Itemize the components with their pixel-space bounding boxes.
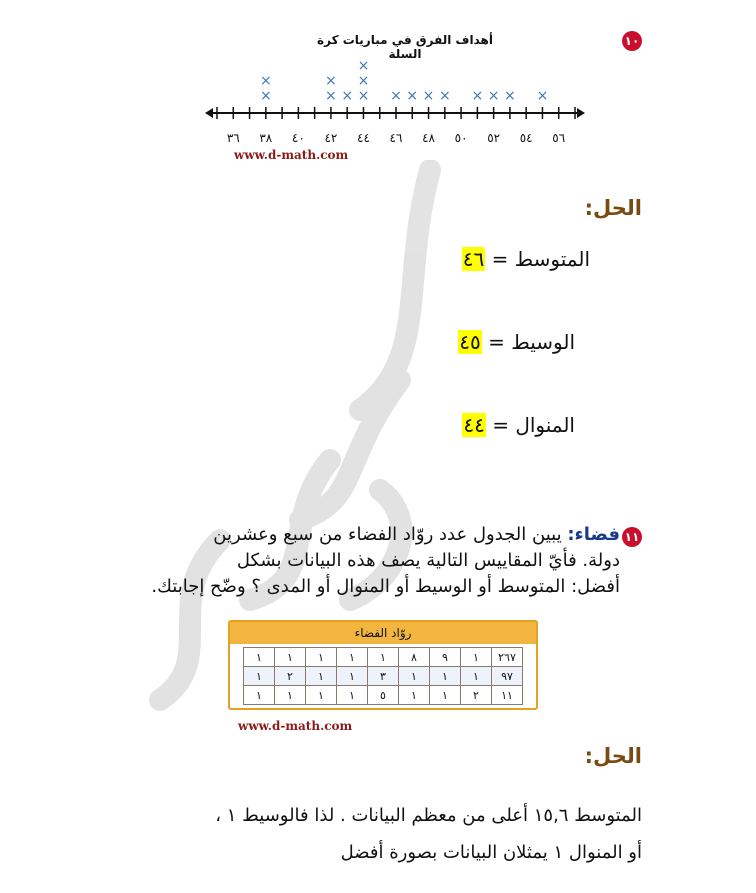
table-row — [244, 686, 523, 705]
table-cell: ١ — [430, 686, 461, 705]
table-row — [244, 648, 523, 667]
data-point-x-mark: × — [438, 88, 451, 104]
question-11-line-3: أفضل: المتوسط أو الوسيط أو المنوال أو المدى ؟ وضّح إجابتك. — [151, 576, 620, 597]
topic-label: فضاء: — [567, 524, 620, 545]
data-point-x-mark: × — [390, 88, 402, 104]
mode-value: ٤٤ — [463, 413, 485, 437]
question-10-badge: ١٠ — [622, 31, 642, 51]
table-cell: ١ — [461, 667, 492, 686]
median-row — [440, 330, 575, 354]
answer-line-2: أو المنوال ١ يمثلان البيانات بصورة أفضل — [340, 842, 642, 863]
site-watermark-text: www.d-math.com — [234, 148, 349, 162]
right-arrow-icon — [577, 108, 585, 118]
answer-line-1: المتوسط ١٥,٦ أعلى من معظم البيانات . لذا فالوسيط ١ ، — [215, 805, 642, 826]
tick-label: ٤٦ — [389, 131, 403, 145]
tick-label: ٤٨ — [422, 131, 435, 145]
data-point-x-mark: × — [259, 73, 272, 89]
site-watermark-text-2: www.d-math.com — [238, 719, 353, 733]
table-cell: ٢٦٧ — [492, 648, 523, 667]
mean-row — [440, 247, 590, 271]
tick-label: ٤٢ — [324, 131, 338, 145]
tick-label: ٣٦ — [226, 131, 240, 145]
median-label: الوسيط = — [488, 330, 575, 354]
line-plot-title: أهداف الفرق في مباريات كرة السلة — [317, 33, 493, 61]
left-arrow-icon — [205, 108, 213, 118]
table-row — [244, 667, 523, 686]
table-cell: ٥ — [368, 686, 399, 705]
table-cell: ١ — [337, 667, 368, 686]
data-point-x-mark: × — [341, 88, 354, 104]
mode-row — [440, 413, 575, 437]
tick-label: ٥٦ — [552, 131, 566, 145]
data-point-x-mark: × — [357, 58, 370, 74]
data-point-x-mark: × — [325, 88, 337, 104]
table-cell: ١ — [337, 686, 368, 705]
data-point-x-mark: × — [422, 88, 435, 104]
table-cell: ١ — [461, 648, 492, 667]
question-11-text — [40, 522, 620, 600]
tick-label: ٤٤ — [357, 131, 370, 145]
data-point-x-mark: × — [259, 88, 272, 104]
table-cell: ١ — [275, 686, 306, 705]
data-point-x-mark: × — [487, 88, 500, 104]
table-cell: ١ — [399, 667, 430, 686]
mean-label: المتوسط = — [491, 247, 590, 271]
tick-label: ٥٠ — [454, 131, 468, 145]
tick-label: ٣٨ — [259, 131, 273, 145]
table-cell: ١ — [275, 648, 306, 667]
tick-label: ٥٤ — [519, 131, 533, 145]
table-cell: ١ — [244, 648, 275, 667]
table-cell: ١ — [244, 686, 275, 705]
table-cell: ٩ — [430, 648, 461, 667]
table-cell: ٩٧ — [492, 667, 523, 686]
solution-label-10: الحل: — [584, 196, 642, 220]
astronauts-table-title: روّاد الفضاء — [230, 622, 536, 644]
table-cell: ١ — [244, 667, 275, 686]
tick-label: ٥٢ — [487, 131, 501, 145]
question-11-badge: ١١ — [622, 527, 642, 547]
data-point-x-mark: × — [357, 88, 370, 104]
question-11-line-1: يبين الجدول عدد روّاد الفضاء من سبع وعشرين — [213, 524, 562, 545]
data-point-x-mark: × — [536, 88, 549, 104]
table-cell: ٨ — [399, 648, 430, 667]
data-point-x-mark: × — [504, 88, 516, 104]
astronauts-table — [243, 647, 523, 705]
data-point-x-mark: × — [325, 73, 337, 89]
line-plot — [205, 55, 585, 147]
table-cell: ٣ — [368, 667, 399, 686]
table-cell: ١ — [306, 648, 337, 667]
table-cell: ٢ — [275, 667, 306, 686]
astronauts-table-box — [228, 620, 538, 710]
table-cell: ١١ — [492, 686, 523, 705]
data-point-x-mark: × — [471, 88, 484, 104]
data-point-x-mark: × — [357, 73, 370, 89]
median-value: ٤٥ — [459, 330, 481, 354]
question-11-line-2: دولة. فأيّ المقاييس التالية يصف هذه البيانات بشكل — [236, 550, 620, 571]
mode-label: المنوال = — [492, 413, 575, 437]
solution-label-11: الحل: — [584, 744, 642, 768]
mean-value: ٤٦ — [462, 247, 485, 271]
table-cell: ٢ — [461, 686, 492, 705]
data-point-x-mark: × — [406, 88, 419, 104]
table-cell: ١ — [337, 648, 368, 667]
table-cell: ١ — [430, 667, 461, 686]
table-cell: ١ — [306, 667, 337, 686]
table-cell: ١ — [399, 686, 430, 705]
table-cell: ١ — [306, 686, 337, 705]
tick-label: ٤٠ — [291, 131, 305, 145]
table-cell: ١ — [368, 648, 399, 667]
